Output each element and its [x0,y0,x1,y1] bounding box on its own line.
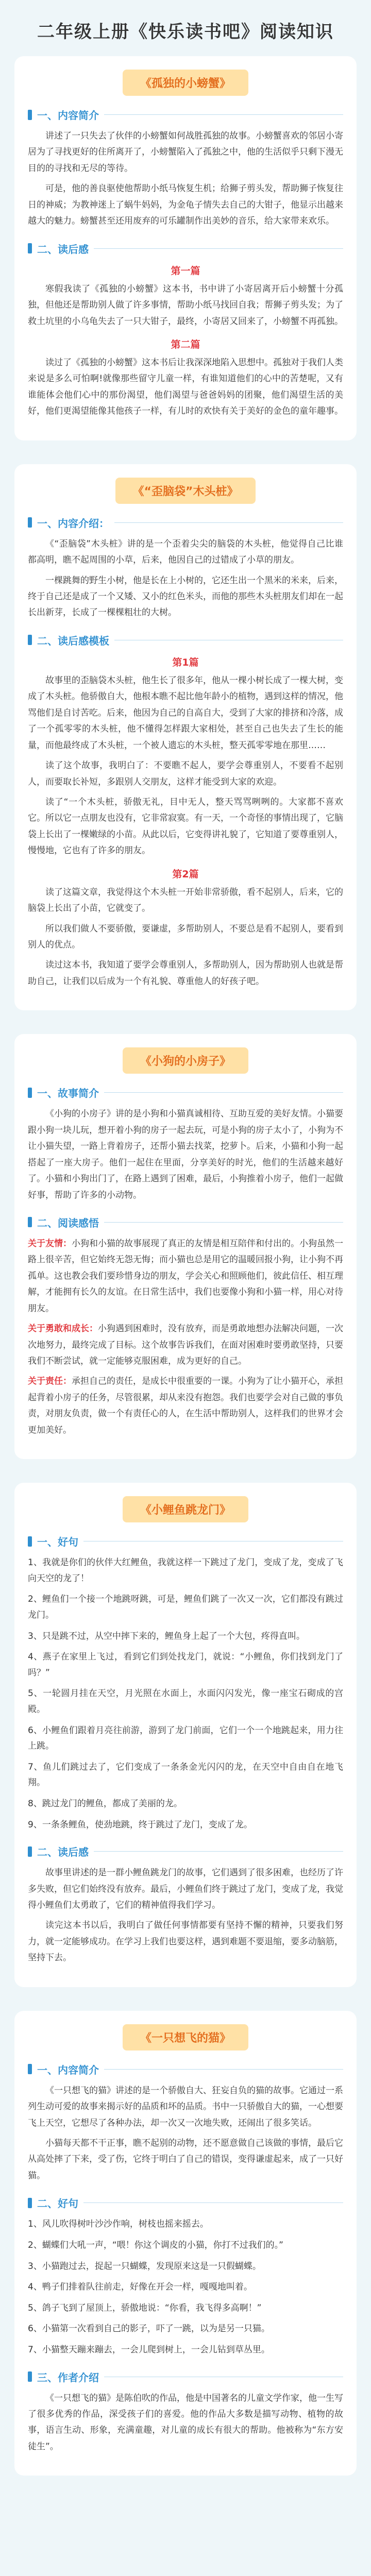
section-marker-icon [28,2064,32,2074]
book-banner [28,1496,343,1522]
keyword-label: 关于勇敢和成长： [28,1324,98,1334]
sentence-item: 5、一轮圆月挂在天空，月光照在水面上，水面闪闪发光，像一座宝石砌成的宫殿。 [28,1688,343,1715]
paragraph: 读过了《孤独的小螃蟹》这本书后让我深深地陷入思想中。孤独对于我们人类来说是多么可怕啊!就像那些留守儿童一样，有谁知道他们的心中的苦楚呢，又有谁能体会他们心中的那份渴望，他们渴望与爸爸妈妈的团聚，他们渴望生活的美好，他们更渴望能像其他孩子一样，有儿时的欢快有关于美好的金色的童年趣事。 [28,357,343,417]
book-title: 《小鲤鱼跳龙门》 [123,1496,248,1522]
section-divider [104,2069,343,2070]
paragraph: 所以我们做人不要骄傲，要谦虚，多帮助别人，不要总是看不起别人，要看到别人的优点。 [28,923,343,950]
sentence-item: 6、小鲤鱼们跟着月亮往前游，游到了龙门前面，它们一个一个地跳起来，用力往上跳。 [28,1725,343,1752]
page-title: 二年级上册《快乐读书吧》阅读知识 [37,22,334,42]
section-label: 二、读后感 [37,1846,89,1859]
section-marker-icon [28,635,32,645]
essay-title: 第二篇 [171,338,200,350]
sentence-item: 5、鸽子飞到了屋顶上，骄傲地说：“你看，我飞得多高啊！” [28,2302,262,2313]
section-heading [28,2195,343,2210]
section-heading [28,1534,343,1549]
section-label: 二、好句 [37,2197,78,2210]
section-divider [114,522,343,523]
section-divider [94,248,343,249]
book-card-crab [14,56,357,440]
paragraph: 《“歪脑袋”木头桩》讲的是一个歪着尖尖的脑袋的木头桩，他觉得自己比谁都高明，瞧不起周围的小草，后来，他因自己的过错成了小草的朋友。 [28,538,343,566]
paragraph: 故事里的歪脑袋木头桩，他生长了很多年，他从一棵小树长成了一棵大树，变成了木头桩。他骄傲自大，他根本瞧不起比他年龄小的植物，遇到这样的情况，他骂他们是自讨苦吃。后来，他因为自己的自高自大，受到了大家的排挤和冷落，成了一个孤零零的木头桩，他不懂得怎样跟大家相处，甚至自己也失去了生长的能量，而他最终成了木头桩，一个被人遗忘的木头桩，整天孤零零地在那里…… [28,675,343,751]
section-marker-icon [28,1846,32,1857]
paragraph: 寒假我读了《孤独的小螃蟹》这本书，书中讲了小寄居离开后小螃蟹十分孤独，但他还是帮助别人做了许多事情，帮助小纸马找回自我；帮狮子剪头发；为了救土坑里的小乌龟失去了一只大钳子，最终，小寄居又回来了，小螃蟹不再孤独。 [28,283,343,327]
sentence-item: 7、小猫整天蹦来蹦去，一会儿爬到树上，一会儿钻到草丛里。 [28,2344,270,2355]
paragraph: 读过这本书，我知道了要学会尊重别人，多帮助别人，因为帮助别人也就是帮助自己，让我们以后成为一个有礼貌、尊重他人的好孩子吧。 [28,960,343,987]
paragraph-text: 小狗和小猫的故事展现了真正的友情是相互陪伴和付出的。小狗虽然一路上很辛苦，但它始终无怨无悔；而小猫也总是用它的温暖回报小狗，让小狗不再孤单。这也教会我们要珍惜身边的朋友，学会关心和照顾他们，彼此信任、相互理解，才能拥有长久的友谊。在日常生活中，我们也要像小狗和小猫一样，用心对待朋友。 [28,1238,343,1314]
paragraph: 一棵跳舞的野生小树，他是长在上小树的，它还生出一个黑米的米来，后来，终于自己还是成了一个又矮、又小的红色米头，而他的那些木头桩朋友们却在一起长出新芽，长成了一棵棵粗壮的大树。 [28,575,343,618]
sentence-item: 6、小猫第一次看到自己的影子，吓了一跳，以为是另一只猫。 [28,2324,270,2334]
sentence-item: 4、燕子在家里上飞过，看到它们到处找龙门，就说：“小鲤鱼，你们找到龙门了吗？” [28,1652,343,1678]
sentence-item: 8、跳过龙门的鲤鱼，都成了美丽的龙。 [28,1798,182,1809]
paragraph: 讲述了一只失去了伙伴的小螃蟹如何战胜孤独的故事。小螃蟹喜欢的邻居小寄居为了寻找更好的住所离开了，小螃蟹陷入了孤独之中，他的生活似乎只剩下漫无目的的寻找和无尽的等待。 [28,131,343,174]
book-card-puppy-house [14,1034,357,1459]
paragraph: 小猫每天都不干正事，瞧不起别的动物，还不愿意做自己该做的事情，最后它从高处摔了下来，受了伤，它终于明白了自己的错误，变得谦虚起来，成了一只好猫。 [28,2138,343,2181]
section-label: 一、内容介绍： [37,517,109,530]
section-divider [104,114,343,115]
sentence-item: 1、风儿吹得树叶沙沙作响，树枝也摇来摇去。 [28,2219,209,2230]
essay-title: 第1篇 [172,656,199,668]
paragraph [28,1321,343,1369]
section-label: 三、作者介绍 [37,2371,99,2384]
book-banner [28,2024,343,2050]
book-banner [28,70,343,96]
section-heading [28,241,343,256]
sentence-item: 2、蝴蝶们大吼一声，“喂！你这个调皮的小猫，你打不过我们的。” [28,2240,283,2250]
section-heading [28,107,343,122]
paragraph: 读了“一个木头桩，骄傲无礼，目中无人，整天骂骂咧咧的。大家都不喜欢它。所以它一点朋友也没有，它非常寂寞。有一天，一个奇怪的事情出现了，它脑袋上长出了一棵嫩绿的小苗。从此以后，它变得讲礼貌了，它知道了要尊重别人，慢慢地，它也有了许多的朋友。 [28,796,343,856]
book-card-flying-cat [14,2011,357,2476]
section-heading [28,2369,343,2384]
paragraph [28,1374,343,1438]
section-divider [94,1851,343,1852]
book-banner [28,478,343,504]
section-label: 一、故事简介 [37,1087,99,1100]
section-label: 二、读后感 [37,243,89,256]
section-heading [28,515,343,530]
section-marker-icon [28,243,32,253]
section-label: 一、内容简介 [37,2063,99,2076]
paragraph-text: 小狗遇到困难时，没有放弃，而是勇敢地想办法解决问题，一次次地努力，最终完成了目标。这个故事告诉我们，在面对困难时要勇敢坚持，只要我们不断尝试，就一定能够克服困难，成为更好的自己。 [28,1324,343,1366]
book-title: 《一只想飞的猫》 [123,2024,248,2050]
sentence-item: 4、鸭子们排着队往前走，好像在开会一样，嘎嘎地叫着。 [28,2282,252,2293]
essay-title: 第一篇 [171,265,200,277]
section-heading [28,1085,343,1100]
book-title: 《“歪脑袋”木头桩》 [115,478,256,504]
section-heading [28,1844,343,1859]
section-marker-icon [28,110,32,120]
sentence-item: 7、鱼儿们跳过去了，它们变成了一条条金光闪闪的龙，在天空中自由自在地飞翔。 [28,1761,343,1788]
section-marker-icon [28,2371,32,2382]
sentence-item: 9、一条条鲤鱼，使劲地跳，终于跳过了龙门，变成了龙。 [28,1819,252,1830]
section-divider [104,1222,343,1223]
book-title: 《孤独的小螃蟹》 [123,70,248,96]
book-card-carp [14,1483,357,1987]
paragraph: 故事里讲述的是一群小鲤鱼跳龙门的故事，它们遇到了很多困难，也经历了许多失败，但它们始终没有放弃。最后，小鲤鱼们终于跳过了龙门，变成了龙，我觉得小鲤鱼们太勇敢了，它们的精神值得我们学习。 [28,1868,343,1910]
book-card-stump [14,464,357,1011]
paragraph [28,1236,343,1317]
section-marker-icon [28,2198,32,2208]
section-marker-icon [28,1217,32,1227]
book-banner [28,1047,343,1074]
section-divider [83,2202,343,2203]
paragraph: 读了这篇文章，我觉得这个木头桩一开始非常骄傲，看不起别人，后来，它的脑袋上长出了小苗，它就变了。 [28,887,343,914]
section-label: 一、内容简介 [37,109,99,122]
keyword-label: 关于责任： [28,1376,72,1387]
section-heading [28,633,343,648]
section-marker-icon [28,1536,32,1547]
keyword-label: 关于友情： [28,1238,72,1249]
paragraph: 读了这个故事，我明白了：不要瞧不起人，要学会尊重别人，不要看不起别人，而要取长补短，多跟别人交朋友，这样才能受到大家的欢迎。 [28,760,343,787]
section-label: 二、阅读感悟 [37,1216,99,1229]
sentence-item: 3、小猫跑过去，捉起一只蝴蝶，发现原来这是一只假蝴蝶。 [28,2261,261,2272]
paragraph: 《一只想飞的猫》讲述的是一个骄傲自大、狂妄自负的猫的故事。它通过一系列生动可爱的故事来揭示好的品质和坏的品质。书中一只骄傲自大的猫，一心想要飞上天空，它想尽了各种办法，却一次又一次地失败，还闹出了很多笑话。 [28,2085,343,2128]
section-label: 二、读后感模板 [37,634,109,647]
section-label: 一、好句 [37,1536,78,1549]
sentence-item: 3、只是跳不过，从空中摔下来的，鲤鱼身上起了一个大包，疼得直叫。 [28,1631,305,1641]
section-heading [28,1215,343,1230]
section-heading [28,2062,343,2077]
sentence-item: 2、鲤鱼们一个接一个地跳呀跳，可是，鲤鱼们跳了一次又一次，它们都没有跳过龙门。 [28,1594,343,1620]
section-marker-icon [28,517,32,528]
paragraph-text: 承担自己的责任，是成长中很重要的一课。小狗为了让小猫开心，承担起背着小房子的任务，尽管很累，却从来没有抱怨。我们也要学会对自己做的事负责，对朋友负责，做一个有责任心的人，在生活中帮助别人，这样我们的世界才会更加美好。 [28,1376,343,1435]
section-marker-icon [28,1088,32,1098]
book-title: 《小狗的小房子》 [123,1047,248,1074]
paragraph: 《一只想飞的猫》是陈伯吹的作品，他是中国著名的儿童文学作家，他一生写了很多优秀的作品，深受孩子们的喜爱。他的作品大多数是描写动物、植物的故事，语言生动、形象，充满童趣，对儿童的成长有很大的帮助。他被称为“东方安徒生”。 [28,2393,343,2452]
section-divider [104,1092,343,1093]
sentence-item: 1、我就是你们的伙伴大红鲤鱼，我就这样一下跳过了龙门，变成了龙，变成了飞向天空的龙了！ [28,1557,343,1584]
essay-title: 第2篇 [172,868,199,880]
paragraph: 读完这本书以后，我明白了做任何事情都要有坚持不懈的精神，只要我们努力，就一定能够成功。在学习上我们也要这样，遇到难题不要退缩，要多动脑筋，坚持下去。 [28,1920,343,1963]
paragraph: 可是，他的善良驱使他帮助小纸马恢复生机；给狮子剪头发，帮助狮子恢复往日的神威；为教神迷上了蜗牛妈妈，为金龟子情失去自己的大钳子，他显示出越来越大的魅力。螃蟹甚至还用废弃的可乐罐制作出美妙的音乐，给大家带来欢乐。 [28,183,343,227]
paragraph: 《小狗的小房子》讲的是小狗和小猫真诚相待、互助互爱的美好友情。小猫要跟小狗一块儿玩，想开着小狗的房子一起去玩，可是小狗的房子太小了，小狗为不让小猫失望，一路上背着房子，还帮小猫去找菜，挖萝卜。后来，小猫和小狗一起搭起了一座大房子。他们一起住在里面，分享美好的时光，他们的生活越来越好了。小猫和小狗出门了，在路上遇到了困难，最后，小狗推着小房子，他们一起做好事，帮助了许多的小动物。 [28,1109,343,1200]
